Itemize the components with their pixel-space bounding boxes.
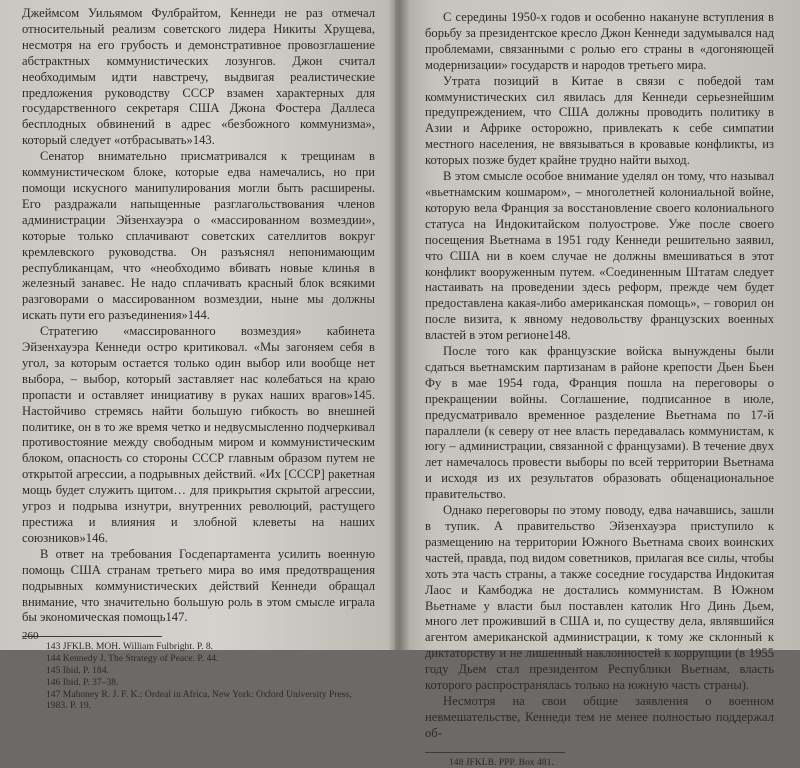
paragraph: Стратегию «массированного возмездия» кабинета Эйзенхауэра Кеннеди остро критиковал. «Мы загоняем себя в угол, за которым остается только один выбор или вообще нет выбора, – выбор, который заставляет нас колебаться на краю пропасти и оставляет инициативу в руках наших врагов»145. Настойчиво стремясь найти большую гибкость во внешней политике, он в то же время четко и недвусмысленно подчеркивал противостояние между свободным миром и коммунистическим блоком, опасность со стороны СССР главным образом путем не открытой агрессии, а подрывных действий. «Их [СССР] ракетная мощь будет служить щитом… для прикрытия скрытой агрессии, угроз и подрыва изнутри, внутренних революций, растущего престижа и влияния и злобной клеветы на наших союзников»146. — [22, 324, 375, 545]
paragraph: В этом смысле особое внимание уделял он тому, что называл «вьетнамским кошмаром», – многолетней колониальной войне, которую вела Франция за восстановление своего колониального статуса на Индокитайском полуострове. Уже после своего посещения Вьетнама в 1951 году Кеннеди решительно заявил, что США ни в коем случае не должны вмешиваться в этот конфликт вооруженным путем. «Соединенным Штатам следует настаивать на проведении здесь реформ, прежде чем будет предоставлена какая-либо американская помощь», – говорил он после визита, к явному недовольству французских военных властей в этом регионе148. — [425, 169, 774, 343]
paragraph: Однако переговоры по этому поводу, едва начавшись, зашли в тупик. А правительство Эйзенхауэра приступило к размещению на территории Южного Вьетнама своих воинских частей, правда, под видом советников, прилагая все силы, чтобы хоть эта часть страны, а также соседние государства Индокитая Лаос и Камбоджа не достались коммунистам. В Южном Вьетнаме у власти был поставлен католик Нго Динь Дьем, много лет проживший в США и, по существу дела, являвшийся агентом американской администрации, к тому же склонный к диктаторству и не лишенный наклонностей к коррупции (в 1955 году Дьем стал президентом Республики Вьетнам, власть которого распространялась только на южную часть страны). — [425, 503, 774, 693]
footnotes — [425, 757, 774, 768]
footnote: 145 Ibid. P. 184. — [46, 664, 109, 676]
right-page — [395, 0, 800, 768]
footnote: 143 JFKLB. MOH. William Fulbright. P. 8. — [46, 641, 214, 653]
footnotes — [22, 641, 375, 712]
footnote: 148 JFKLB. PPP. Box 481. — [449, 756, 554, 768]
footnote: 147 Mahoney R. J. F. K.: Ordeal in Africa. New York: Oxford University Press, 1983. P. 19. — [46, 688, 352, 712]
paragraph: Сенатор внимательно присматривался к трещинам в коммунистическом блоке, которые едва намечались, но при помощи искусного манипулирования могли быть расширены. Его раздражали напыщенные разглагольствования членов администрации Эйзенхауэра о «массированном возмездии», которые только сплачивают советских сателлитов вокруг кремлевского руководства. Он разъяснял непонимающим республиканцам, что «необходимо вбивать новые клинья в железный занавес. Не надо сплачивать красный блок всякими разговорами о массированном возмездии, ныне мы должны искать пути его разъединения»144. — [22, 149, 375, 323]
page-number: 260 — [22, 630, 39, 642]
paragraph: Джеймсом Уильямом Фулбрайтом, Кеннеди не раз отмечал относительный реализм советского лидера Никиты Хрущева, несмотря на его грубость и демонстративное провозглашение абстрактных коммунистических лозунгов. Джон считал необходимым идти навстречу, выдвигая реалистические предложения руководству СССР взамен характерных для государственного секретаря США Джона Фостера Даллеса бесплодных обвинений в адрес «безбожного коммунизма», который следует «отбрасывать»143. — [22, 6, 375, 148]
footnote-divider — [22, 636, 162, 637]
left-page — [0, 0, 395, 712]
paragraph: С середины 1950-х годов и особенно накануне вступления в борьбу за президентское кресло Джон Кеннеди задумывался над проблемами, связанными с ролью его страны в «догоняющей модернизации» государств и народов третьего мира. — [425, 10, 774, 72]
paragraph: После того как французские войска вынуждены были сдаться вьетнамским партизанам в районе крепости Дьен Бьен Фу в мае 1954 года, Франция пошла на переговоры о прекращении войны. Соглашение, подписанное в июле, предусматривало временное разделение Вьетнама по 17-й параллели (к северу от нее власть передавалась коммунистам, к югу – администрации, связанной с французами). В течение двух лет намечалось провести выборы по всей территории Вьетнама и исходя из их результатов образовать общенациональное правительство. — [425, 344, 774, 502]
footnote-divider — [425, 752, 565, 753]
paragraph: В ответ на требования Госдепартамента усилить военную помощь США странам третьего мира во имя предотвращения подрывных коммунистических действий Кеннеди обращал внимание, что значительно большую роль в этом смысле играла бы экономическая помощь147. — [22, 546, 375, 625]
paragraph: Несмотря на свои общие заявления о военном невмешательстве, Кеннеди тем не менее полностью поддержал об- — [425, 693, 774, 740]
paragraph: Утрата позиций в Китае в связи с победой там коммунистических сил явилась для Кеннеди серьезнейшим предупреждением, что США должны проводить политику в Азии и Африке осторожно, привлекать к себе симпатии местного населения, не ввязываться в кровавые конфликты, из которых позже будет крайне трудно найти выход. — [425, 73, 774, 168]
footnote: 144 Kennedy J. The Strategy of Peace. P. 44. — [46, 653, 219, 665]
footnote: 146 Ibid. P. 37–38. — [46, 676, 119, 688]
